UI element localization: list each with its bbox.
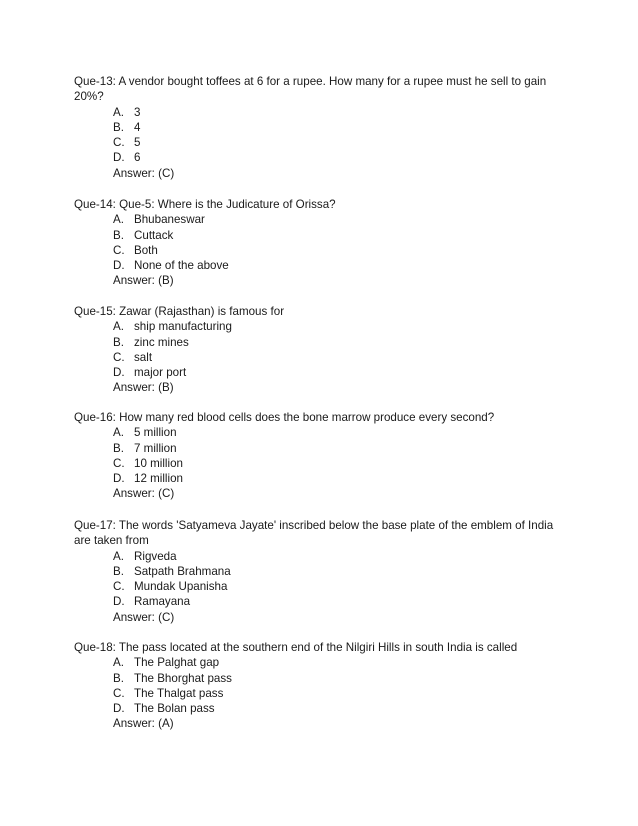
option-text: The Palghat gap [134,656,220,670]
option-b [74,335,564,350]
option-a [74,425,564,440]
question-text: Que-18: The pass located at the southern end of the Nilgiri Hills in south India is called [74,641,518,654]
option-list [74,549,564,610]
option-a [74,212,564,227]
option-text: Mundak Upanisha [134,580,228,594]
option-b [74,441,564,456]
option-letter: D. [113,151,125,165]
option-letter: A. [113,426,124,440]
question-18 [74,640,564,732]
answer-line: Answer: (B) [113,381,174,395]
answer-line: Answer: (C) [113,610,175,624]
option-letter: C. [113,456,125,470]
question-text: Que-15: Zawar (Rajasthan) is famous for [74,305,285,318]
option-letter: A. [113,213,124,227]
option-letter: B. [113,564,124,578]
option-letter: A. [113,656,124,670]
option-a [74,105,564,120]
question-13 [74,74,564,181]
option-list [74,105,564,166]
option-text: None of the above [134,259,229,273]
question-15 [74,304,564,396]
option-b [74,228,564,243]
option-letter: D. [113,595,125,609]
option-text: 10 million [134,456,183,470]
option-c [74,579,564,594]
question-text: Que-14: Que-5: Where is the Judicature of Orissa? [74,198,336,211]
option-text: The Bolan pass [134,702,215,716]
option-b [74,564,564,579]
question-text: Que-17: The words 'Satyameva Jayate' inscribed below the base plate of the emblem of India are taken from [74,519,554,548]
option-text: The Bhorghat pass [134,671,232,685]
answer-line: Answer: (C) [113,166,175,180]
option-text: The Thalgat pass [134,686,224,700]
question-17 [74,518,564,625]
option-letter: B. [113,671,124,685]
question-14 [74,197,564,289]
option-text: Cuttack [134,228,174,242]
question-text: Que-13: A vendor bought toffees at 6 for a rupee. How many for a rupee must he sell to gain 20%? [74,75,547,104]
option-letter: C. [113,580,125,594]
option-c [74,686,564,701]
option-text: 12 million [134,472,183,486]
option-text: Rigveda [134,549,177,563]
option-letter: A. [113,105,124,119]
option-letter: D. [113,702,125,716]
option-d [74,150,564,165]
question-text: Que-16: How many red blood cells does the bone marrow produce every second? [74,411,495,424]
option-a [74,655,564,670]
option-a [74,549,564,564]
option-text: Bhubaneswar [134,213,205,227]
option-letter: B. [113,120,124,134]
option-text: Ramayana [134,595,191,609]
option-d [74,365,564,380]
option-text: 7 million [134,441,177,455]
option-text: salt [134,350,153,364]
option-letter: B. [113,228,124,242]
option-letter: A. [113,320,124,334]
option-text: 5 [134,136,141,150]
option-letter: C. [113,686,125,700]
option-letter: A. [113,549,124,563]
option-list [74,212,564,273]
question-16 [74,410,564,502]
option-text: zinc mines [134,335,189,349]
option-b [74,120,564,135]
option-d [74,594,564,609]
option-c [74,456,564,471]
option-letter: B. [113,441,124,455]
option-text: 4 [134,120,141,134]
option-c [74,135,564,150]
option-letter: D. [113,366,125,380]
option-text: 6 [134,151,141,165]
option-list [74,425,564,486]
option-list [74,319,564,380]
option-text: Satpath Brahmana [134,564,231,578]
option-b [74,671,564,686]
option-text: ship manufacturing [134,320,232,334]
option-c [74,243,564,258]
option-d [74,471,564,486]
option-letter: D. [113,472,125,486]
answer-line: Answer: (C) [113,487,175,501]
answer-line: Answer: (A) [113,717,174,731]
option-letter: C. [113,350,125,364]
option-text: 3 [134,105,141,119]
option-letter: C. [113,136,125,150]
option-letter: B. [113,335,124,349]
option-d [74,258,564,273]
option-letter: D. [113,259,125,273]
option-text: Both [134,243,158,257]
option-list [74,655,564,716]
option-a [74,319,564,334]
option-d [74,701,564,716]
option-text: major port [134,366,187,380]
answer-line: Answer: (B) [113,274,174,288]
option-letter: C. [113,243,125,257]
option-text: 5 million [134,426,177,440]
option-c [74,350,564,365]
